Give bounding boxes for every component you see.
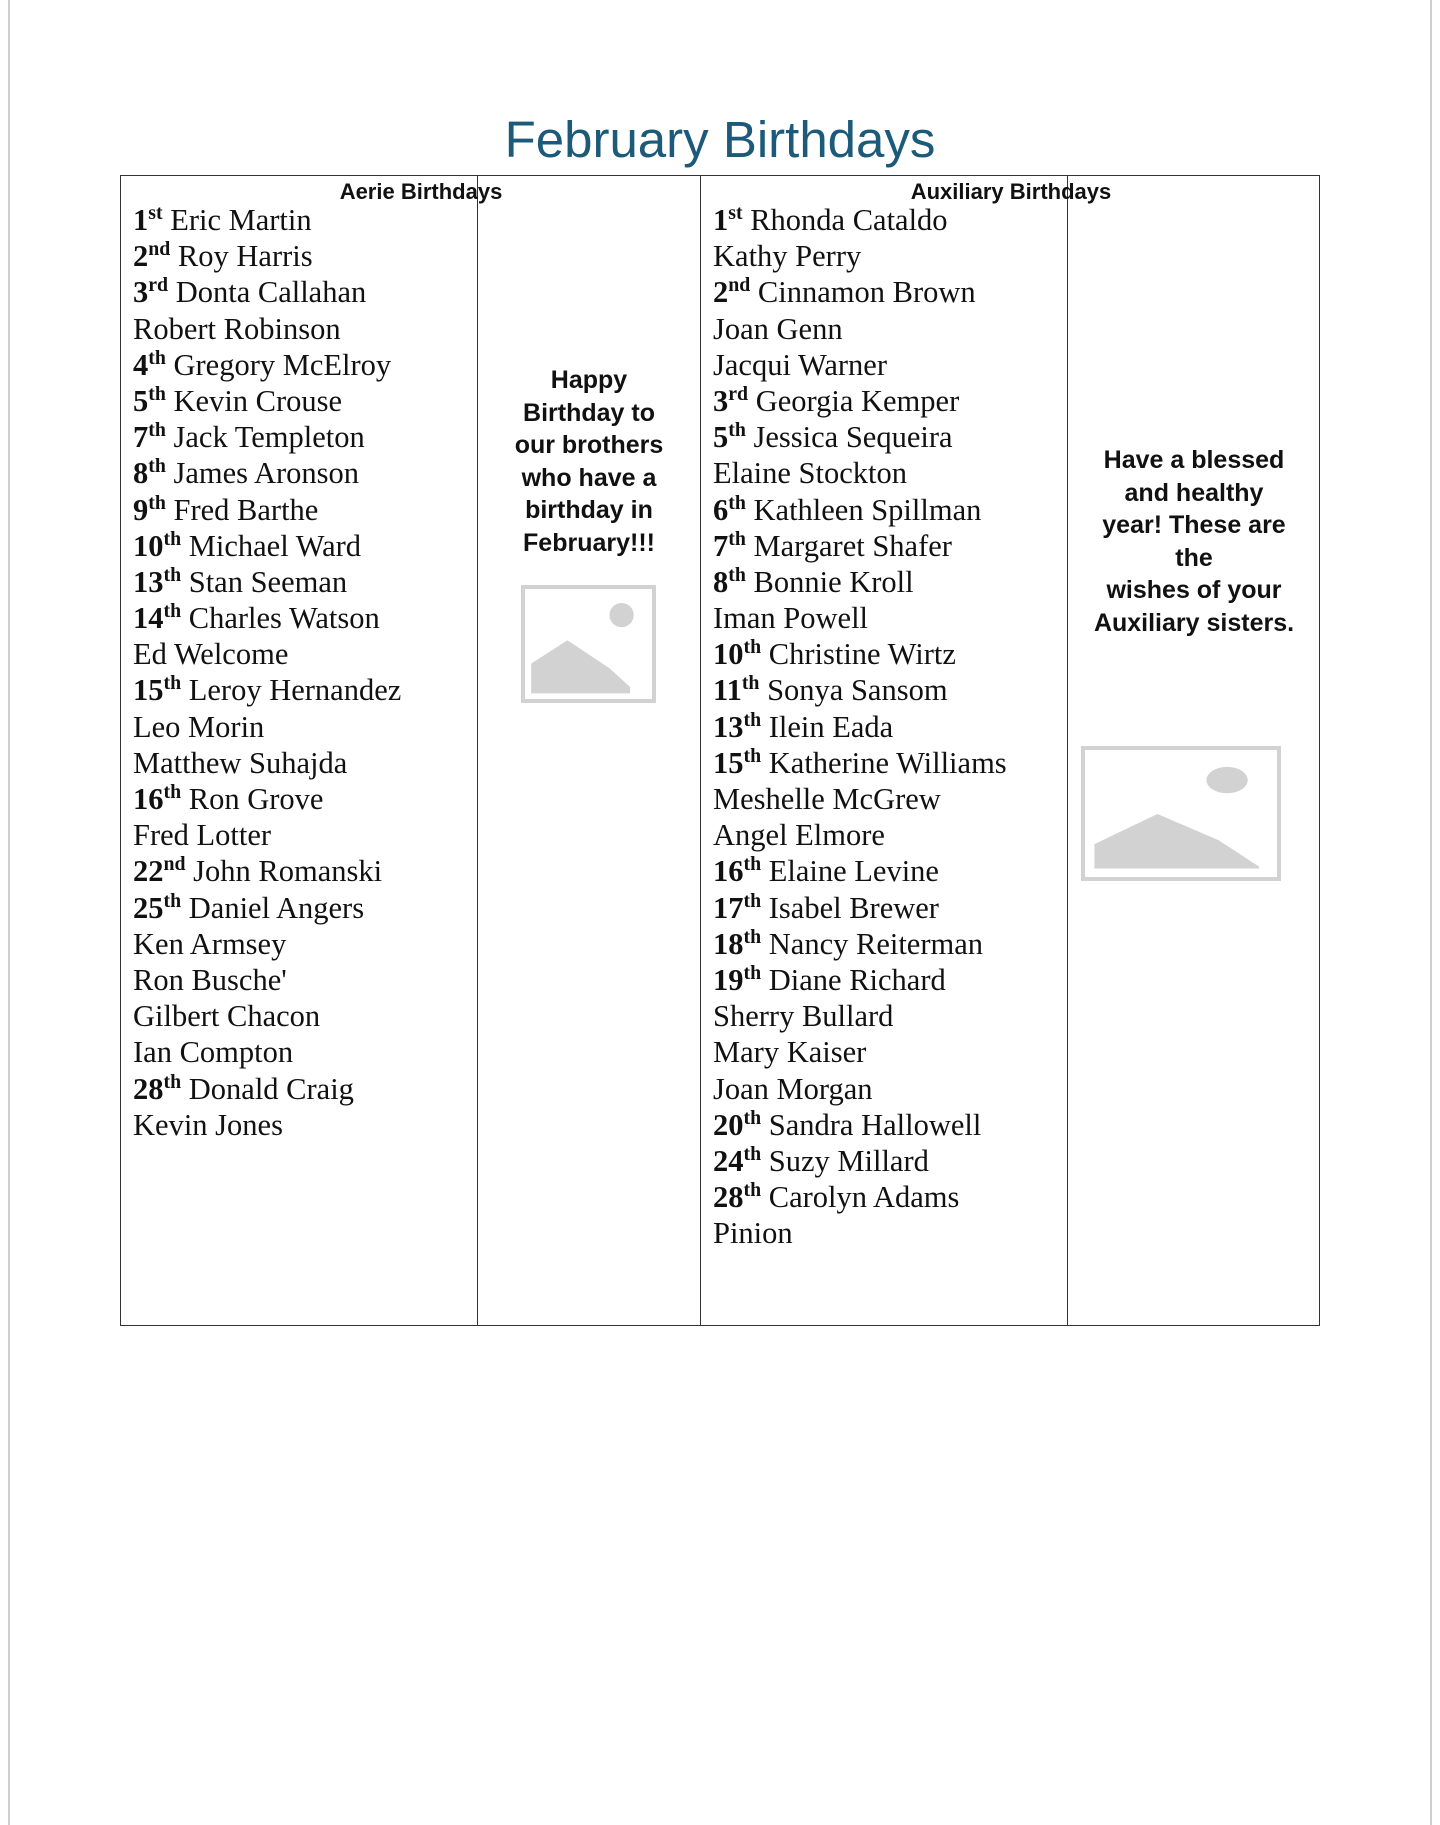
birthday-name: Bonnie Kroll	[753, 564, 914, 599]
birthday-day	[713, 529, 746, 563]
day-number: 1	[133, 203, 149, 237]
birthday-day	[133, 529, 181, 563]
aerie-birthday-row	[133, 998, 401, 1034]
birthday-day	[133, 891, 181, 925]
message-line: February!!!	[523, 528, 655, 557]
birthday-name: John Romanski	[193, 854, 383, 889]
aerie-birthday-row	[133, 890, 401, 926]
column-divider	[1067, 176, 1068, 1325]
birthday-name: Ron Grove	[188, 782, 324, 816]
birthday-day	[713, 746, 761, 780]
birthday-name: Sherry Bullard	[713, 999, 894, 1034]
birthday-name: Ken Armsey	[133, 926, 287, 961]
image-placeholder-icon	[525, 589, 652, 699]
day-number: 16	[713, 854, 744, 889]
day-number: 22	[133, 854, 164, 889]
birthday-day	[133, 456, 166, 490]
birthday-name: Carolyn Adams	[768, 1180, 960, 1215]
birthday-day	[133, 203, 163, 237]
birthday-name: Kevin Crouse	[173, 383, 343, 418]
aerie-birthday-row	[133, 492, 401, 528]
birthday-day	[133, 565, 181, 599]
aerie-birthday-row	[133, 419, 401, 455]
birthday-name: James Aronson	[173, 456, 360, 491]
birthday-day	[713, 637, 761, 671]
birthday-day	[713, 1180, 761, 1214]
aerie-birthday-row	[133, 383, 401, 419]
auxiliary-birthday-row	[713, 600, 1007, 636]
day-number: 9	[133, 492, 149, 527]
day-suffix: th	[743, 889, 762, 912]
birthday-day	[133, 782, 181, 816]
day-number: 19	[713, 962, 744, 997]
day-number: 3	[713, 383, 729, 418]
auxiliary-birthday-row	[713, 419, 1007, 455]
auxiliary-birthday-row	[713, 1215, 1007, 1251]
day-suffix: rd	[728, 383, 749, 406]
auxiliary-birthday-row	[713, 745, 1007, 781]
birthday-name: Gilbert Chacon	[133, 999, 321, 1034]
day-suffix: th	[741, 672, 760, 695]
day-suffix: th	[163, 781, 182, 804]
auxiliary-birthday-row	[713, 1034, 1007, 1070]
auxiliary-list	[713, 202, 1007, 1251]
day-number: 1	[713, 203, 729, 237]
birthday-name: Angel Elmore	[713, 818, 885, 853]
day-suffix: th	[743, 1142, 762, 1165]
birthday-day	[713, 384, 748, 418]
birthday-day	[133, 493, 166, 527]
day-number: 10	[133, 528, 164, 563]
birthday-name: Kevin Jones	[133, 1107, 283, 1142]
birthday-name: Michael Ward	[188, 528, 362, 563]
day-suffix: st	[148, 202, 163, 225]
auxiliary-birthday-row	[713, 202, 1007, 238]
message-line: birthday in	[525, 496, 653, 524]
aerie-birthday-row	[133, 528, 401, 564]
day-suffix: th	[148, 346, 166, 369]
column-divider	[477, 176, 478, 1325]
day-suffix: th	[163, 527, 182, 550]
day-suffix: th	[728, 419, 746, 442]
day-number: 15	[133, 673, 164, 708]
day-number: 13	[713, 709, 744, 744]
day-suffix: st	[728, 202, 743, 225]
birthday-name: Jessica Sequeira	[753, 420, 953, 455]
day-number: 7	[133, 420, 149, 455]
birthday-name: Charles Watson	[188, 601, 380, 636]
day-number: 8	[713, 564, 729, 599]
day-suffix: th	[743, 925, 762, 948]
birthday-day	[133, 854, 186, 888]
birthday-name: Elaine Levine	[768, 854, 939, 889]
aerie-birthday-row	[133, 347, 401, 383]
auxiliary-message	[1071, 444, 1317, 639]
day-number: 4	[133, 347, 149, 382]
auxiliary-birthday-row	[713, 1179, 1007, 1215]
birthday-day	[133, 420, 166, 454]
aerie-birthday-row	[133, 926, 401, 962]
aerie-birthday-row	[133, 564, 401, 600]
birthday-name: Jack Templeton	[173, 420, 365, 455]
aerie-birthday-row	[133, 202, 401, 238]
message-line: Birthday to	[523, 398, 655, 427]
birthday-name: Cinnamon Brown	[757, 275, 976, 310]
aerie-birthday-row	[133, 709, 401, 745]
day-suffix: th	[743, 1106, 762, 1129]
column-divider	[700, 176, 701, 1325]
auxiliary-birthday-row	[713, 1143, 1007, 1179]
image-placeholder-icon	[1085, 750, 1277, 877]
aerie-birthday-row	[133, 636, 401, 672]
aerie-birthday-row	[133, 962, 401, 998]
auxiliary-birthday-row	[713, 311, 1007, 347]
aerie-birthday-row	[133, 781, 401, 817]
birthday-name: Stan Seeman	[188, 564, 348, 599]
auxiliary-birthday-row	[713, 383, 1007, 419]
day-suffix: nd	[728, 274, 751, 297]
auxiliary-birthday-row	[713, 817, 1007, 853]
birthday-day	[713, 1108, 761, 1142]
day-suffix: rd	[148, 274, 169, 297]
aerie-birthday-row	[133, 1034, 401, 1070]
birthday-name: Gregory McElroy	[173, 347, 392, 382]
birthday-table	[120, 175, 1320, 1326]
message-line: Happy	[550, 366, 628, 394]
birthday-name: Ilein Eada	[768, 709, 894, 744]
birthday-name: Meshelle McGrew	[713, 782, 941, 816]
day-suffix: nd	[148, 238, 171, 261]
birthday-day	[133, 239, 170, 273]
day-suffix: th	[163, 1070, 182, 1093]
birthday-name: Joan Genn	[713, 311, 843, 346]
aerie-list	[133, 202, 401, 1143]
day-number: 28	[133, 1071, 164, 1106]
birthday-day	[133, 348, 166, 382]
day-number: 15	[713, 745, 744, 780]
birthday-name: Nancy Reiterman	[768, 926, 984, 961]
birthday-day	[133, 384, 166, 418]
day-number: 24	[713, 1143, 744, 1178]
day-number: 14	[133, 601, 164, 636]
birthday-name: Roy Harris	[177, 239, 313, 274]
message-line: wishes of your	[1106, 576, 1282, 604]
aerie-birthday-row	[133, 1071, 401, 1107]
day-suffix: th	[728, 563, 746, 586]
auxiliary-birthday-row	[713, 853, 1007, 889]
birthday-name: Jacqui Warner	[713, 347, 887, 382]
birthday-name: Margaret Shafer	[753, 528, 952, 563]
birthday-name: Christine Wirtz	[768, 637, 956, 672]
birthday-name: Katherine Williams	[768, 745, 1007, 780]
birthday-name: Leo Morin	[133, 709, 265, 744]
birthday-name: Isabel Brewer	[768, 890, 939, 925]
birthday-name: Ian Compton	[133, 1035, 294, 1070]
birthday-name: Mary Kaiser	[713, 1035, 867, 1070]
day-number: 18	[713, 926, 744, 961]
birthday-name: Leroy Hernandez	[188, 673, 402, 708]
birthday-name: Ed Welcome	[133, 637, 289, 672]
aerie-message	[481, 364, 697, 559]
day-suffix: th	[743, 708, 762, 731]
birthday-day	[713, 1144, 761, 1178]
auxiliary-birthday-row	[713, 709, 1007, 745]
day-number: 25	[133, 890, 164, 925]
birthday-name: Ron Busche'	[133, 962, 287, 997]
birthday-day	[133, 275, 168, 309]
message-line: Have a blessed	[1103, 446, 1285, 474]
day-number: 6	[713, 492, 729, 527]
aerie-birthday-row	[133, 600, 401, 636]
aerie-birthday-row	[133, 311, 401, 347]
day-suffix: th	[743, 962, 762, 985]
message-line: year! These are	[1102, 511, 1286, 539]
birthday-name: Pinion	[713, 1216, 793, 1251]
aerie-birthday-row	[133, 672, 401, 708]
day-number: 7	[713, 528, 729, 563]
auxiliary-birthday-row	[713, 492, 1007, 528]
birthday-day	[713, 493, 746, 527]
day-number: 28	[713, 1180, 744, 1215]
birthday-day	[133, 1072, 181, 1106]
auxiliary-birthday-row	[713, 528, 1007, 564]
day-number: 16	[133, 782, 164, 816]
day-number: 13	[133, 564, 164, 599]
aerie-birthday-row	[133, 1107, 401, 1143]
birthday-day	[713, 927, 761, 961]
day-suffix: th	[728, 491, 746, 514]
day-suffix: th	[148, 419, 166, 442]
day-number: 5	[713, 420, 729, 455]
day-suffix: th	[163, 563, 182, 586]
auxiliary-birthday-row	[713, 672, 1007, 708]
birthday-name: Eric Martin	[170, 203, 312, 237]
birthday-day	[713, 891, 761, 925]
birthday-name: Matthew Suhajda	[133, 745, 348, 780]
day-number: 20	[713, 1107, 744, 1142]
auxiliary-birthday-row	[713, 564, 1007, 600]
day-number: 17	[713, 890, 744, 925]
aerie-birthday-row	[133, 817, 401, 853]
day-suffix: th	[148, 455, 166, 478]
birthday-name: Robert Robinson	[133, 311, 341, 346]
day-number: 2	[133, 239, 149, 274]
day-suffix: th	[163, 600, 182, 623]
birthday-name: Diane Richard	[768, 962, 946, 997]
day-number: 8	[133, 456, 149, 491]
auxiliary-birthday-row	[713, 962, 1007, 998]
page-title: February Birthdays	[504, 111, 936, 168]
day-suffix: th	[163, 672, 182, 695]
message-line: and healthy	[1124, 478, 1264, 507]
auxiliary-birthday-row	[713, 455, 1007, 491]
auxiliary-birthday-row	[713, 274, 1007, 310]
image-placeholder-icon	[1081, 746, 1281, 881]
day-suffix: th	[743, 1179, 762, 1202]
auxiliary-header: Auxiliary Birthdays	[910, 179, 1112, 204]
auxiliary-birthday-row	[713, 636, 1007, 672]
auxiliary-birthday-row	[713, 890, 1007, 926]
birthday-day	[713, 963, 761, 997]
birthday-name: Iman Powell	[713, 601, 869, 636]
birthday-name: Rhonda Cataldo	[750, 203, 948, 237]
aerie-birthday-row	[133, 853, 401, 889]
day-suffix: th	[743, 636, 762, 659]
birthday-day	[713, 673, 759, 707]
birthday-name: Donald Craig	[188, 1071, 354, 1106]
day-suffix: th	[148, 383, 166, 406]
birthday-name: Joan Morgan	[713, 1071, 873, 1106]
birthday-day	[713, 565, 746, 599]
auxiliary-birthday-row	[713, 781, 1007, 817]
birthday-name: Fred Barthe	[173, 492, 319, 527]
day-number: 3	[133, 275, 149, 310]
birthday-day	[133, 601, 181, 635]
auxiliary-birthday-row	[713, 998, 1007, 1034]
aerie-header: Aerie Birthdays	[339, 179, 503, 204]
auxiliary-birthday-row	[713, 1071, 1007, 1107]
day-number: 5	[133, 383, 149, 418]
auxiliary-birthday-row	[713, 238, 1007, 274]
aerie-birthday-row	[133, 238, 401, 274]
birthday-name: Elaine Stockton	[713, 456, 907, 491]
day-suffix: th	[163, 889, 182, 912]
day-suffix: th	[728, 527, 746, 550]
birthday-day	[713, 203, 743, 237]
birthday-day	[713, 420, 746, 454]
day-number: 2	[713, 275, 729, 310]
birthday-name: Daniel Angers	[188, 890, 365, 925]
birthday-name: Sandra Hallowell	[768, 1107, 982, 1142]
day-suffix: nd	[163, 853, 186, 876]
day-number: 10	[713, 637, 744, 672]
birthday-name: Georgia Kemper	[755, 383, 960, 418]
auxiliary-birthday-row	[713, 1107, 1007, 1143]
birthday-day	[713, 275, 750, 309]
aerie-birthday-row	[133, 745, 401, 781]
birthday-name: Kathy Perry	[713, 239, 862, 274]
message-line: the	[1175, 543, 1213, 572]
day-number: 11	[713, 673, 742, 708]
auxiliary-birthday-row	[713, 347, 1007, 383]
birthday-day	[133, 673, 181, 707]
aerie-birthday-row	[133, 274, 401, 310]
birthday-day	[713, 854, 761, 888]
birthday-name: Suzy Millard	[768, 1143, 929, 1178]
birthday-name: Sonya Sansom	[767, 673, 948, 708]
aerie-birthday-row	[133, 455, 401, 491]
message-line: our brothers	[514, 431, 664, 459]
day-suffix: th	[148, 491, 166, 514]
image-placeholder-icon	[521, 585, 656, 703]
birthday-day	[713, 710, 761, 744]
auxiliary-birthday-row	[713, 926, 1007, 962]
message-line: who have a	[521, 463, 657, 492]
message-line: Auxiliary sisters.	[1093, 608, 1295, 637]
birthday-name: Kathleen Spillman	[753, 492, 982, 527]
birthday-name: Donta Callahan	[175, 275, 367, 310]
birthday-name: Fred Lotter	[133, 818, 272, 853]
day-suffix: th	[743, 853, 762, 876]
day-suffix: th	[743, 744, 762, 767]
